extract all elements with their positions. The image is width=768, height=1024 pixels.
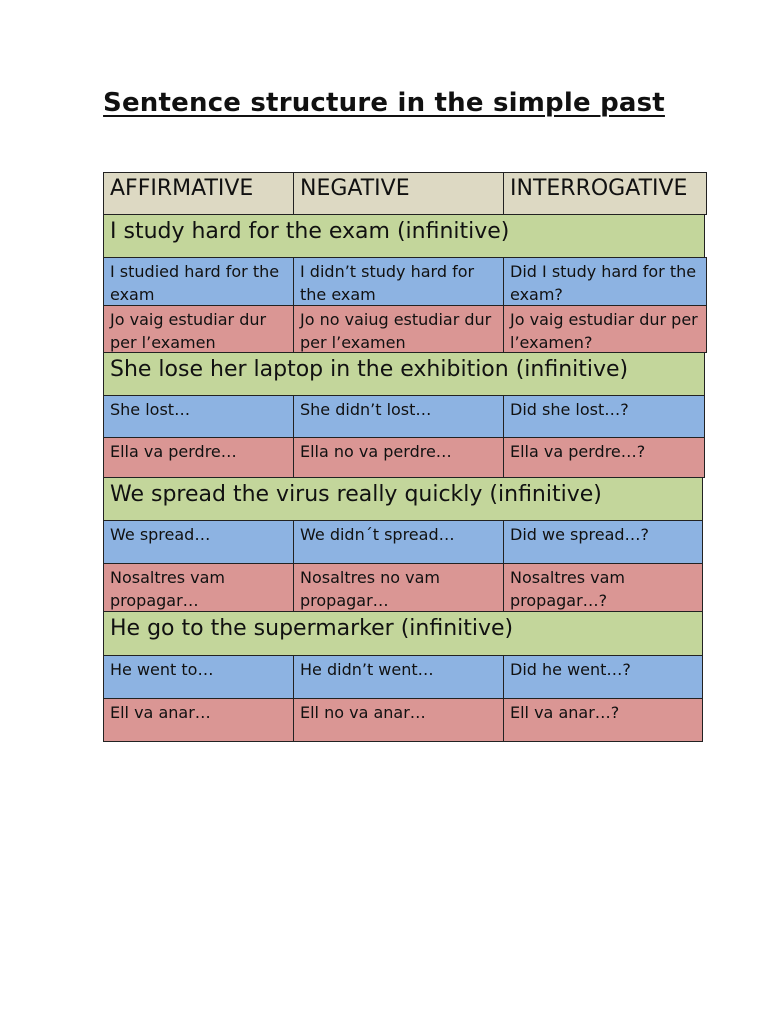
- english-interrogative-cell: Did she lost…?: [503, 395, 705, 438]
- english-affirmative-cell: She lost…: [103, 395, 294, 438]
- infinitive-row: She lose her laptop in the exhibition (infinitive): [103, 352, 705, 396]
- infinitive-row: We spread the virus really quickly (infinitive): [103, 477, 703, 521]
- english-interrogative-cell: Did he went…?: [503, 655, 703, 699]
- catalan-negative-cell: Ella no va perdre…: [293, 437, 504, 478]
- catalan-affirmative-cell: Nosaltres vam propagar…: [103, 563, 294, 612]
- infinitive-row: He go to the supermarker (infinitive): [103, 611, 703, 656]
- catalan-affirmative-cell: Ell va anar…: [103, 698, 294, 742]
- english-negative-cell: I didn’t study hard for the exam: [293, 257, 504, 306]
- header-affirmative: AFFIRMATIVE: [103, 172, 294, 215]
- english-affirmative-cell: He went to…: [103, 655, 294, 699]
- catalan-negative-cell: Nosaltres no vam propagar…: [293, 563, 504, 612]
- catalan-interrogative-cell: Ell va anar…?: [503, 698, 703, 742]
- catalan-affirmative-cell: Ella va perdre…: [103, 437, 294, 478]
- english-negative-cell: We didn´t spread…: [293, 520, 504, 564]
- catalan-interrogative-cell: Nosaltres vam propagar…?: [503, 563, 703, 612]
- infinitive-row: I study hard for the exam (infinitive): [103, 214, 705, 258]
- english-negative-cell: He didn’t went…: [293, 655, 504, 699]
- catalan-affirmative-cell: Jo vaig estudiar dur per l’examen: [103, 305, 294, 353]
- english-interrogative-cell: Did I study hard for the exam?: [503, 257, 707, 306]
- catalan-negative-cell: Ell no va anar…: [293, 698, 504, 742]
- catalan-interrogative-cell: Jo vaig estudiar dur per l’examen?: [503, 305, 707, 353]
- english-interrogative-cell: Did we spread…?: [503, 520, 703, 564]
- english-affirmative-cell: We spread…: [103, 520, 294, 564]
- header-interrogative: INTERROGATIVE: [503, 172, 707, 215]
- english-negative-cell: She didn’t lost…: [293, 395, 504, 438]
- english-affirmative-cell: I studied hard for the exam: [103, 257, 294, 306]
- catalan-negative-cell: Jo no vaiug estudiar dur per l’examen: [293, 305, 504, 353]
- header-negative: NEGATIVE: [293, 172, 504, 215]
- page-title: Sentence structure in the simple past: [103, 88, 665, 118]
- catalan-interrogative-cell: Ella va perdre…?: [503, 437, 705, 478]
